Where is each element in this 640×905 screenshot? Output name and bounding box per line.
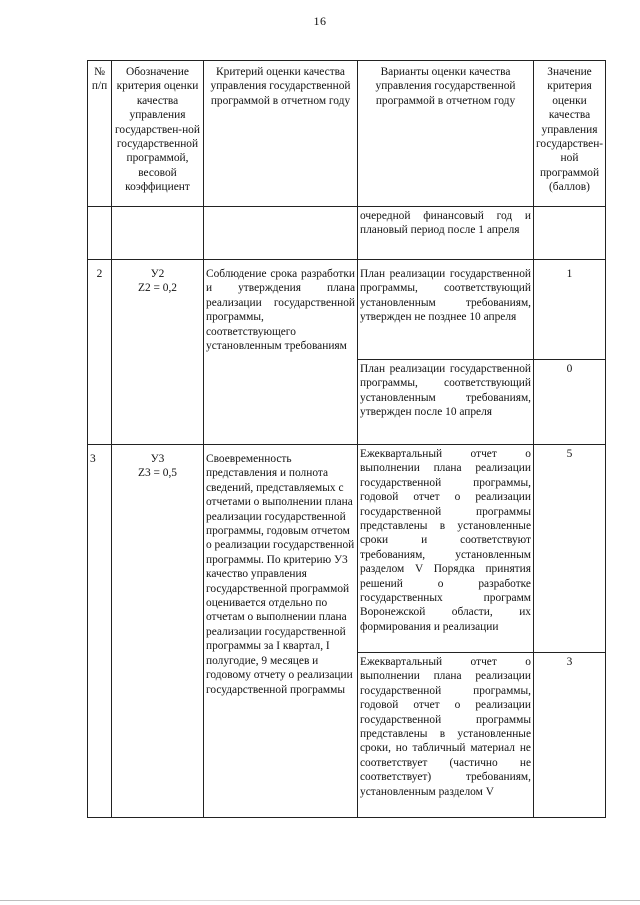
row2-score-2: 0 [534,360,606,445]
page-number: 16 [313,14,327,28]
continuation-row [88,207,606,260]
row2-variant-1: План реализации государственной программы, соответствующий установленным требованиям, утвержден не позднее 10 апреля [358,260,534,360]
row2-designation [112,260,204,445]
page-edge-line [0,900,640,901]
row3-score-1: 5 [534,445,606,653]
table-row [88,445,606,653]
row3-designation [112,445,204,818]
row2-criterion: Соблюдение срока разработки и утверждения плана реализации государственной программы, соответствующего установленным требованиям [204,260,358,445]
row3-criterion: Своевременность представления и полнота сведений, представляемых с отчетами о выполнении плана реализации государственной программы, годовым отчетом о реализации государственной программы. По критерию У3 качество управления государственной программой оценивается отдельно по отчетам о выполнении плана реализации государственной программы за I квартал, I полугодие, 9 месяцев и годовому отчету о реализации государственной программы [204,445,358,818]
header-row [88,61,606,207]
row3-designation-code: У3 [150,453,165,465]
row2-designation-code: У2 [150,268,165,280]
row2-weight: Z2 = 0,2 [137,282,177,295]
row2-number: 2 [88,260,112,445]
row3-variant-2: Ежеквартальный отчет о выполнении плана реализации государственной программы, годовой отчет о реализации государственной программы представлены в установленные сроки, но табличный материал не соответствует (частично не соответствует) требованиям, установленным разделом V [358,653,534,818]
row3-number: 3 [88,445,112,818]
table-row [88,260,606,360]
row2-score-1: 1 [534,260,606,360]
header-number: № п/п [88,61,112,207]
header-criterion: Критерий оценки качества управления государственной программой в отчетном году [204,61,358,207]
row3-weight: Z3 = 0,5 [137,467,177,480]
row2-variant-2: План реализации государственной программы, соответствующий установленным требованиям, утвержден после 10 апреля [358,360,534,445]
row3-score-2: 3 [534,653,606,818]
header-designation: Обозначение критерия оценки качества управления государствен-ной государственной программой, весовой коэффициент [112,61,204,207]
criteria-table [87,60,606,818]
continuation-variant: очередной финансовый год и плановый период после 1 апреля [358,207,534,260]
row3-variant-1: Ежеквартальный отчет о выполнении плана реализации государственной программы, годовой отчет о реализации государственной программы представлены в установленные сроки и соответствуют требованиям, установленным разделом V Порядка принятия решений о разработке государственных программ Воронежской области, их формирования и реализации [358,445,534,653]
header-score: Значение критерия оценки качества управления государствен-ной программой (баллов) [534,61,606,207]
header-variants: Варианты оценки качества управления государственной программой в отчетном году [358,61,534,207]
